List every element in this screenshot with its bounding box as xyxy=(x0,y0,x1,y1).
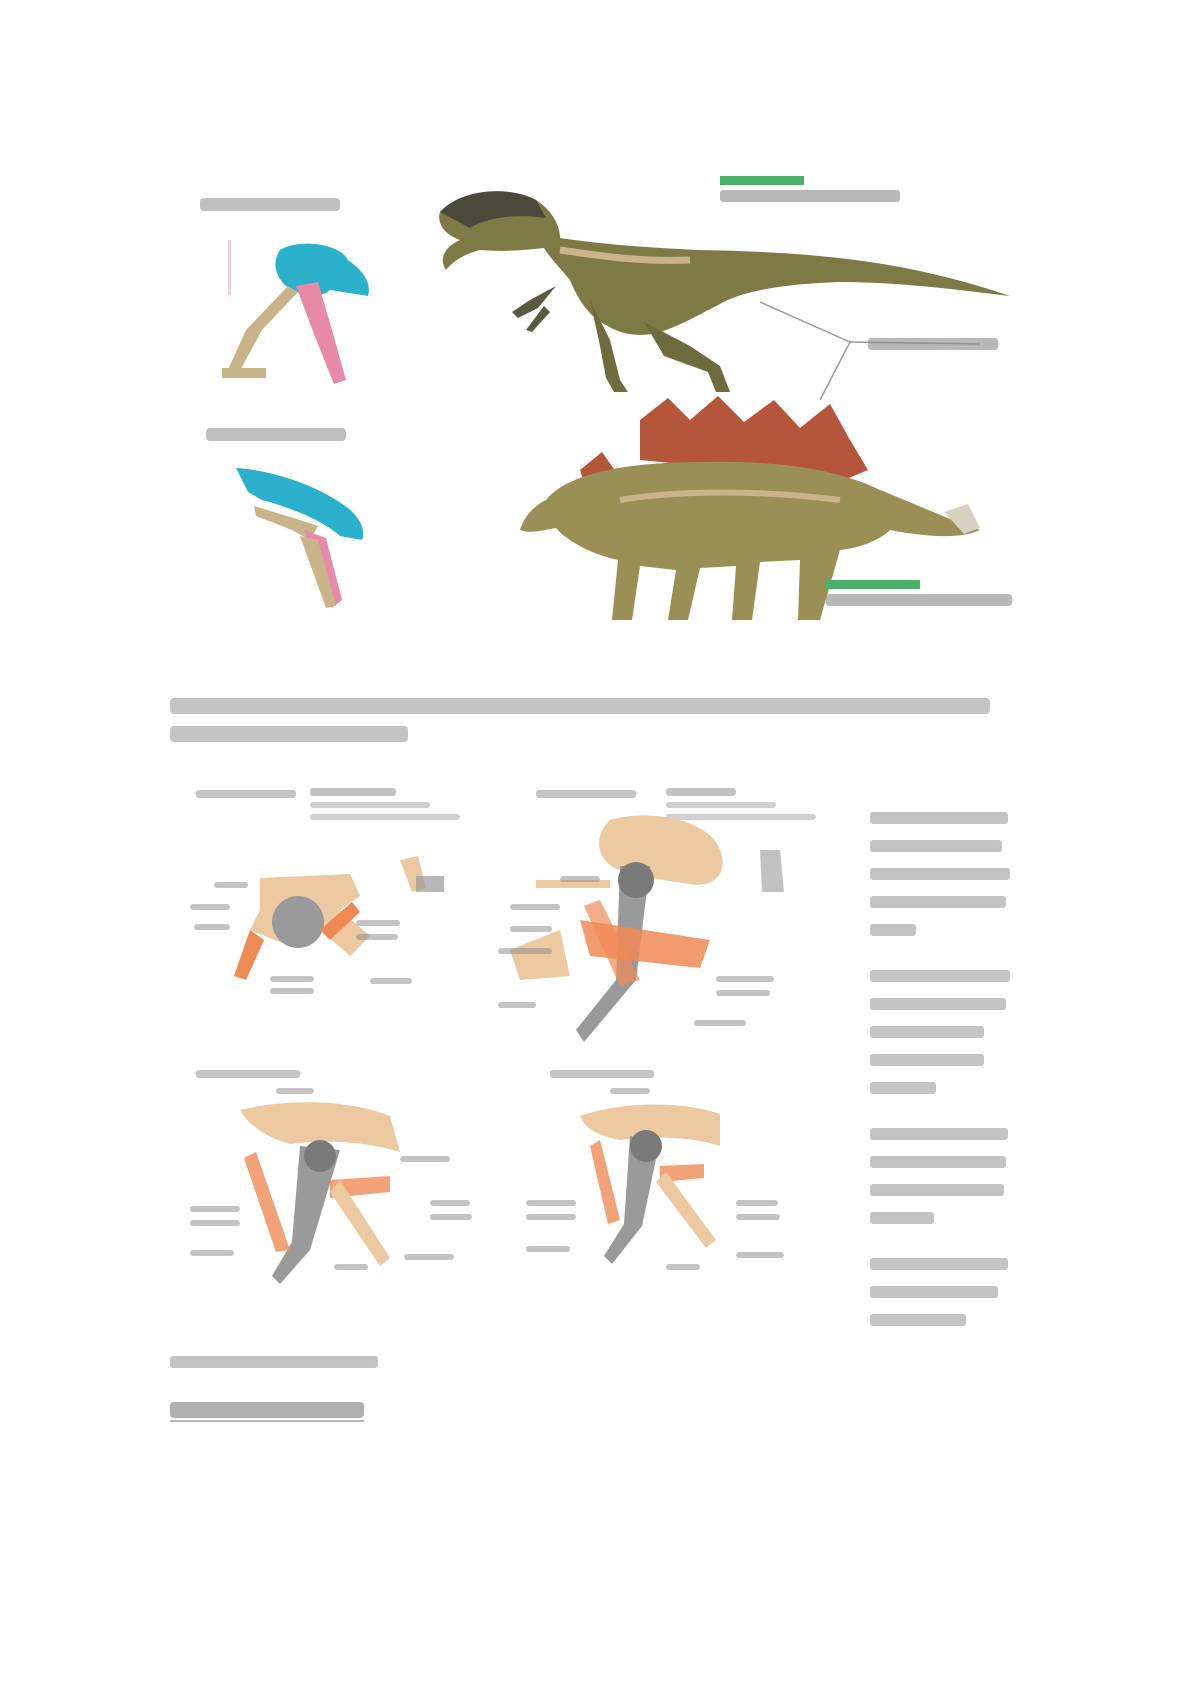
ornithischian-hip-label xyxy=(206,428,346,441)
panel-b-diagram xyxy=(498,788,816,1042)
top-figure-caption-placeholder xyxy=(170,696,1000,748)
bottom-figure-caption-placeholder xyxy=(170,1354,390,1370)
ornithischian-group-label xyxy=(826,580,920,589)
leader-lines xyxy=(760,302,980,400)
pelvis-pointer-label xyxy=(868,338,998,350)
panel-c-diagram xyxy=(190,1070,472,1284)
theropod-dinosaur-illustration xyxy=(439,191,1010,392)
section-heading-placeholder xyxy=(170,1398,370,1424)
panel-d-diagram xyxy=(526,1070,784,1270)
side-notes-placeholder xyxy=(870,812,1020,1352)
saurischian-pelvis-diagram xyxy=(222,240,369,384)
ornithischian-species-label xyxy=(826,594,1012,606)
dinosaur-figure xyxy=(0,0,1190,640)
theropod-species-label xyxy=(720,190,900,202)
pelvic-muscle-diagrams xyxy=(180,780,860,1320)
panel-a-diagram xyxy=(190,788,460,994)
theropod-group-label xyxy=(720,176,804,185)
ornithischian-pelvis-diagram xyxy=(236,468,363,608)
saurischian-hip-label xyxy=(200,198,340,211)
